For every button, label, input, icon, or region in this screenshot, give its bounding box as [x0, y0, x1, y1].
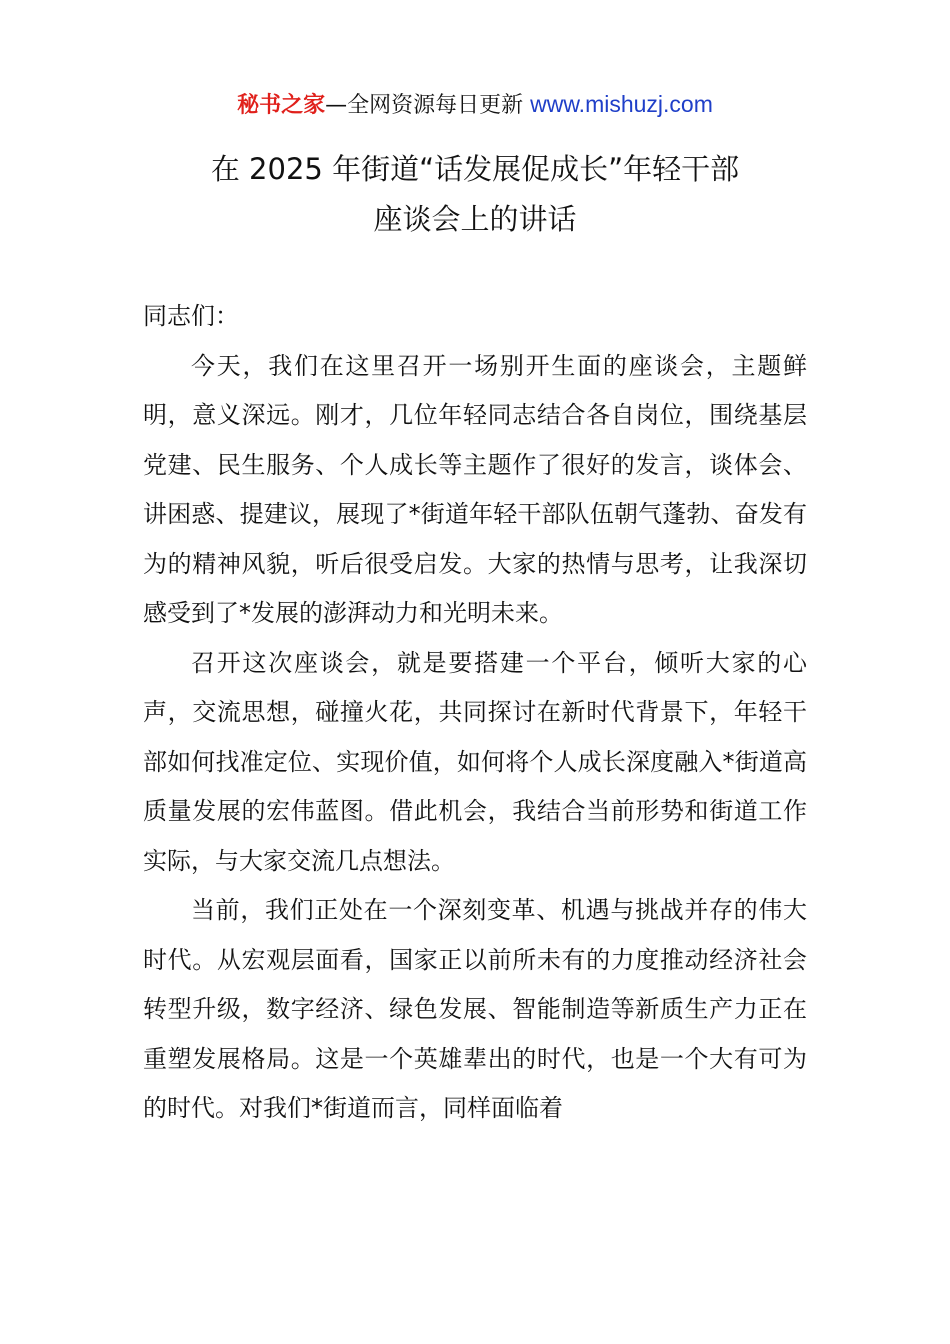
- document-body: [143, 292, 807, 1134]
- paragraph-2: 召开这次座谈会，就是要搭建一个平台，倾听大家的心声，交流思想，碰撞火花，共同探讨在新时代背景下，年轻干部如何找准定位、实现价值，如何将个人成长深度融入*街道高质量发展的宏伟蓝图。借此机会，我结合当前形势和街道工作实际，与大家交流几点想法。: [143, 648, 807, 875]
- brand-name: 秘书之家: [237, 93, 326, 118]
- title-line-2: 座谈会上的讲话: [373, 202, 577, 236]
- header-tagline: —全网资源每日更新: [325, 93, 524, 118]
- salutation: 同志们：: [143, 302, 239, 330]
- title-line-1: 在 2025 年街道“话发展促成长”年轻干部: [210, 152, 740, 186]
- paragraph-3: 当前，我们正处在一个深刻变革、机遇与挑战并存的伟大时代。从宏观层面看，国家正以前所未有的力度推动经济社会转型升级，数字经济、绿色发展、智能制造等新质生产力正在重塑发展格局。这是一个英雄辈出的时代，也是一个大有可为的时代。对我们*街道而言，同样面临着: [143, 896, 807, 1122]
- site-url-link[interactable]: www.mishuzj.com: [530, 91, 713, 117]
- site-header: [0, 86, 950, 124]
- document-title: [0, 144, 950, 244]
- paragraph-1: 今天，我们在这里召开一场别开生面的座谈会，主题鲜明，意义深远。刚才，几位年轻同志结合各自岗位，围绕基层党建、民生服务、个人成长等主题作了很好的发言，谈体会、讲困惑、提建议，展现了*街道年轻干部队伍朝气蓬勃、奋发有为的精神风貌，听后很受启发。大家的热情与思考，让我深切感受到了*发展的澎湃动力和光明未来。: [143, 351, 807, 627]
